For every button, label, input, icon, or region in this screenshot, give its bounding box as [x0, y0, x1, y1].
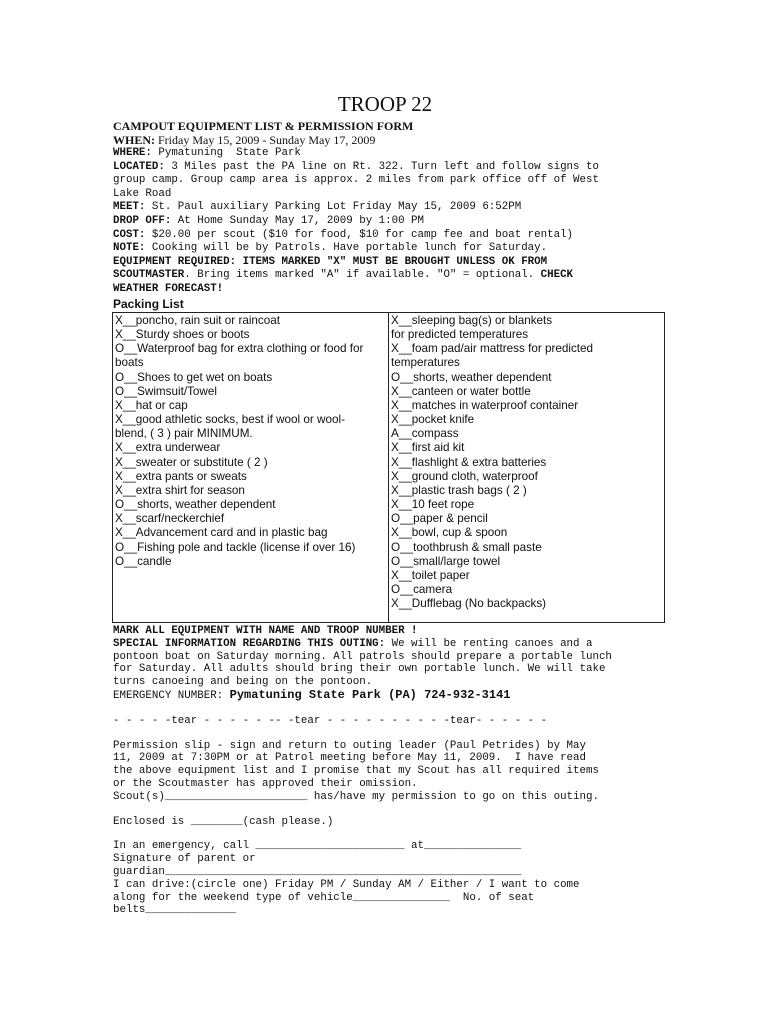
- drive-line-2: along for the weekend type of vehicle_______________ No. of seat: [113, 891, 535, 904]
- packing-item: X__foam pad/air mattress for predicted: [391, 342, 594, 356]
- packing-item: X__sweater or substitute ( 2 ): [115, 455, 268, 469]
- equipment-line-3: WEATHER FORECAST!: [113, 282, 224, 295]
- packing-item: X__poncho, rain suit or raincoat: [115, 314, 281, 327]
- packing-item: O__paper & pencil: [391, 512, 488, 526]
- signature-line-1: Signature of parent or: [113, 853, 256, 866]
- packing-list-right-column: [389, 313, 662, 622]
- packing-item: O__Waterproof bag for extra clothing or food for: [115, 342, 364, 356]
- emergency-call-line: In an emergency, call _______________________ at_______________: [113, 840, 522, 853]
- drive-line-3: belts______________: [113, 904, 237, 917]
- packing-item: O__shorts, weather dependent: [115, 498, 276, 512]
- packing-list-table: [112, 312, 665, 623]
- page-title: TROOP 22: [337, 92, 433, 116]
- permission-line-5: Scout(s)______________________ has/have my permission to go on this outing.: [113, 790, 599, 803]
- located-line: LOCATED: 3 Miles past the PA line on Rt. 322. Turn left and follow signs to: [113, 160, 599, 173]
- packing-item: O__Fishing pole and tackle (license if over 16): [115, 540, 356, 554]
- permission-line-2: 11, 2009 at 7:30PM or at Patrol meeting before May 11, 2009. I have read: [113, 752, 586, 765]
- packing-item: O__toothbrush & small paste: [391, 540, 542, 554]
- located-line-2: group camp. Group camp area is approx. 2 miles from park office off of West: [113, 174, 599, 187]
- packing-item: X__hat or cap: [115, 398, 188, 412]
- mark-all-line: MARK ALL EQUIPMENT WITH NAME AND TROOP NUMBER !: [113, 625, 418, 637]
- packing-item: X__extra underwear: [115, 441, 221, 455]
- special-info-line-2: pontoon boat on Saturday morning. All patrols should prepare a portable lunch: [113, 650, 612, 663]
- equipment-line: EQUIPMENT REQUIRED: ITEMS MARKED "X" MUST BE BROUGHT UNLESS OK FROM: [113, 255, 548, 268]
- packing-item: O__Swimsuit/Towel: [115, 384, 217, 398]
- drop-off-line: DROP OFF: At Home Sunday May 17, 2009 by 1:00 PM: [113, 214, 425, 227]
- packing-item: X__scarf/neckerchief: [115, 512, 225, 526]
- meet-line: MEET: St. Paul auxiliary Parking Lot Friday May 15, 2009 6:52PM: [113, 201, 522, 214]
- packing-item: X__sleeping bag(s) or blankets: [391, 314, 553, 327]
- located-line-3: Lake Road: [113, 187, 172, 200]
- packing-list-left-column: [113, 313, 389, 622]
- packing-item: X__matches in waterproof container: [391, 398, 579, 412]
- when-line: WHEN: Friday May 15, 2009 - Sunday May 17, 2009: [113, 133, 376, 147]
- packing-item: O__camera: [391, 582, 453, 596]
- packing-item: O__small/large towel: [391, 554, 501, 568]
- packing-item: A__compass: [391, 427, 459, 441]
- packing-item: X__flashlight & extra batteries: [391, 455, 547, 469]
- form-subtitle: CAMPOUT EQUIPMENT LIST & PERMISSION FORM: [113, 119, 414, 133]
- emergency-number-line: EMERGENCY NUMBER: Pymatuning State Park (PA) 724-932-3141: [113, 687, 511, 702]
- packing-item: X__Advancement card and in plastic bag: [115, 526, 328, 540]
- packing-item: X__10 feet rope: [391, 498, 475, 512]
- packing-item: temperatures: [391, 356, 460, 370]
- signature-line-2: guardian_______________________________________________________: [113, 865, 522, 878]
- packing-item: X__Dufflebag (No backpacks): [391, 597, 547, 611]
- drive-line-1: I can drive:(circle one) Friday PM / Sunday AM / Either / I want to come: [113, 878, 580, 891]
- permission-line-4: or the Scoutmaster has approved their omission.: [113, 777, 418, 790]
- packing-item: boats: [115, 356, 144, 370]
- equipment-line-2: SCOUTMASTER. Bring items marked "A" if available. "O" = optional. CHECK: [113, 269, 574, 282]
- packing-list-title: Packing List: [113, 296, 184, 311]
- permission-line-3: the above equipment list and I promise that my Scout has all required items: [113, 765, 599, 778]
- special-info-line: SPECIAL INFORMATION REGARDING THIS OUTING: We will be renting canoes and a: [113, 637, 593, 650]
- packing-item: for predicted temperatures: [391, 328, 529, 342]
- special-info-line-3: for Saturday. All adults should bring their own portable lunch. We will take: [113, 663, 606, 676]
- packing-item: X__Sturdy shoes or boots: [115, 328, 250, 342]
- packing-item: X__extra shirt for season: [115, 483, 245, 497]
- enclosed-line: Enclosed is ________(cash please.): [113, 815, 334, 828]
- tear-line: - - - - -tear - - - - - -- -tear - - - - - - - - - -tear- - - - - -: [113, 714, 548, 727]
- permission-line-1: Permission slip - sign and return to outing leader (Paul Petrides) by May: [113, 739, 586, 752]
- packing-item: O__candle: [115, 554, 172, 568]
- packing-item: X__ground cloth, waterproof: [391, 469, 538, 483]
- packing-item: X__first aid kit: [391, 441, 465, 455]
- packing-item: X__toilet paper: [391, 568, 470, 582]
- note-line: NOTE: Cooking will be by Patrols. Have portable lunch for Saturday.: [113, 242, 548, 255]
- packing-item: X__good athletic socks, best if wool or wool-: [115, 413, 345, 427]
- special-info-line-4: turns canoeing and being on the pontoon.: [113, 676, 373, 689]
- packing-item: X__extra pants or sweats: [115, 469, 247, 483]
- packing-item: O__Shoes to get wet on boats: [115, 370, 273, 384]
- packing-item: O__shorts, weather dependent: [391, 370, 552, 384]
- packing-item: X__bowl, cup & spoon: [391, 526, 508, 540]
- header-info: [113, 119, 673, 311]
- packing-item: X__plastic trash bags ( 2 ): [391, 483, 527, 497]
- packing-item: blend, ( 3 ) pair MINIMUM.: [115, 427, 253, 441]
- bottom-info: [113, 625, 673, 917]
- packing-item: X__canteen or water bottle: [391, 384, 531, 398]
- where-line: WHERE: Pymatuning State Park: [113, 147, 301, 159]
- cost-line: COST: $20.00 per scout ($10 for food, $10 for camp fee and boat rental): [113, 228, 574, 241]
- packing-item: X__pocket knife: [391, 413, 475, 427]
